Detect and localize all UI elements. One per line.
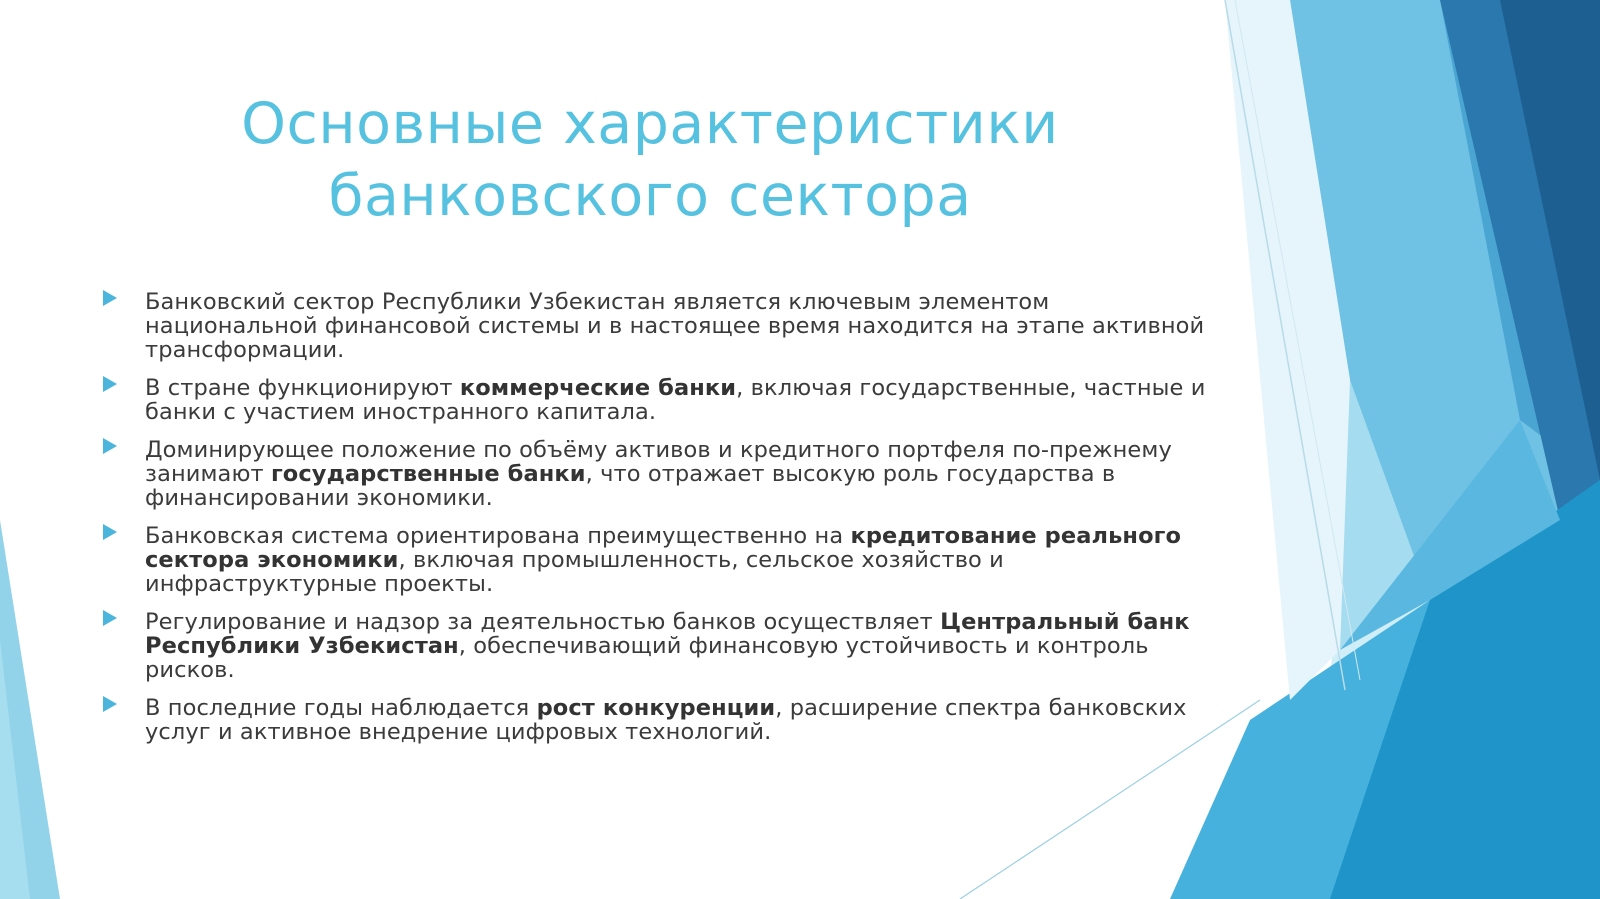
bullet-text: В последние годы наблюдается	[145, 695, 537, 721]
bullet-item	[100, 696, 1220, 744]
bullet-text: Банковская система ориентирована преимущественно на	[145, 523, 851, 549]
bullet-bold-text: рост конкуренции	[536, 695, 776, 721]
bullet-arrow-icon	[103, 524, 117, 540]
bullet-bold-text: государственные банки	[270, 461, 586, 487]
bullet-arrow-icon	[103, 376, 117, 392]
bullet-text: Банковский сектор Республики Узбекистан является ключевым элементом национальной финансовой системы и в настоящее время находится на этапе активной трансформации.	[145, 289, 1205, 363]
bullet-list	[100, 290, 1220, 758]
bullet-arrow-icon	[103, 610, 117, 626]
bullet-item	[100, 610, 1220, 682]
title-line-1: Основные характеристики	[241, 91, 1059, 157]
bullet-item	[100, 438, 1220, 510]
bullet-bold-text: Центральный банк Республики Узбекистан	[145, 609, 1190, 659]
title-line-2: банковского сектора	[328, 163, 972, 229]
bullet-text: Регулирование и надзор за деятельностью банков осуществляет	[145, 609, 941, 635]
bullet-text: Доминирующее положение по объёму активов и кредитного портфеля по-прежнему занимают	[145, 437, 1172, 487]
bullet-bold-text: коммерческие банки	[459, 375, 737, 401]
bullet-text-tail: , расширение спектра банковских услуг и активное внедрение цифровых технологий.	[145, 695, 1187, 745]
slide-title	[160, 88, 1140, 232]
bullet-text-tail: , обеспечивающий финансовую устойчивость и контроль рисков.	[145, 633, 1149, 683]
bullet-item	[100, 524, 1220, 596]
bullet-bold-text: кредитование реального сектора экономики	[145, 523, 1182, 573]
bullet-item	[100, 290, 1220, 362]
bullet-arrow-icon	[103, 696, 117, 712]
bullet-text-tail: , что отражает высокую роль государства в финансировании экономики.	[145, 461, 1116, 511]
bullet-arrow-icon	[103, 290, 117, 306]
bullet-text-tail: , включая государственные, частные и банки с участием иностранного капитала.	[145, 375, 1206, 425]
bullet-arrow-icon	[103, 438, 117, 454]
bullet-text: В стране функционируют	[145, 375, 460, 401]
bullet-text-tail: , включая промышленность, сельское хозяйство и инфраструктурные проекты.	[145, 547, 1004, 597]
bullet-item	[100, 376, 1220, 424]
